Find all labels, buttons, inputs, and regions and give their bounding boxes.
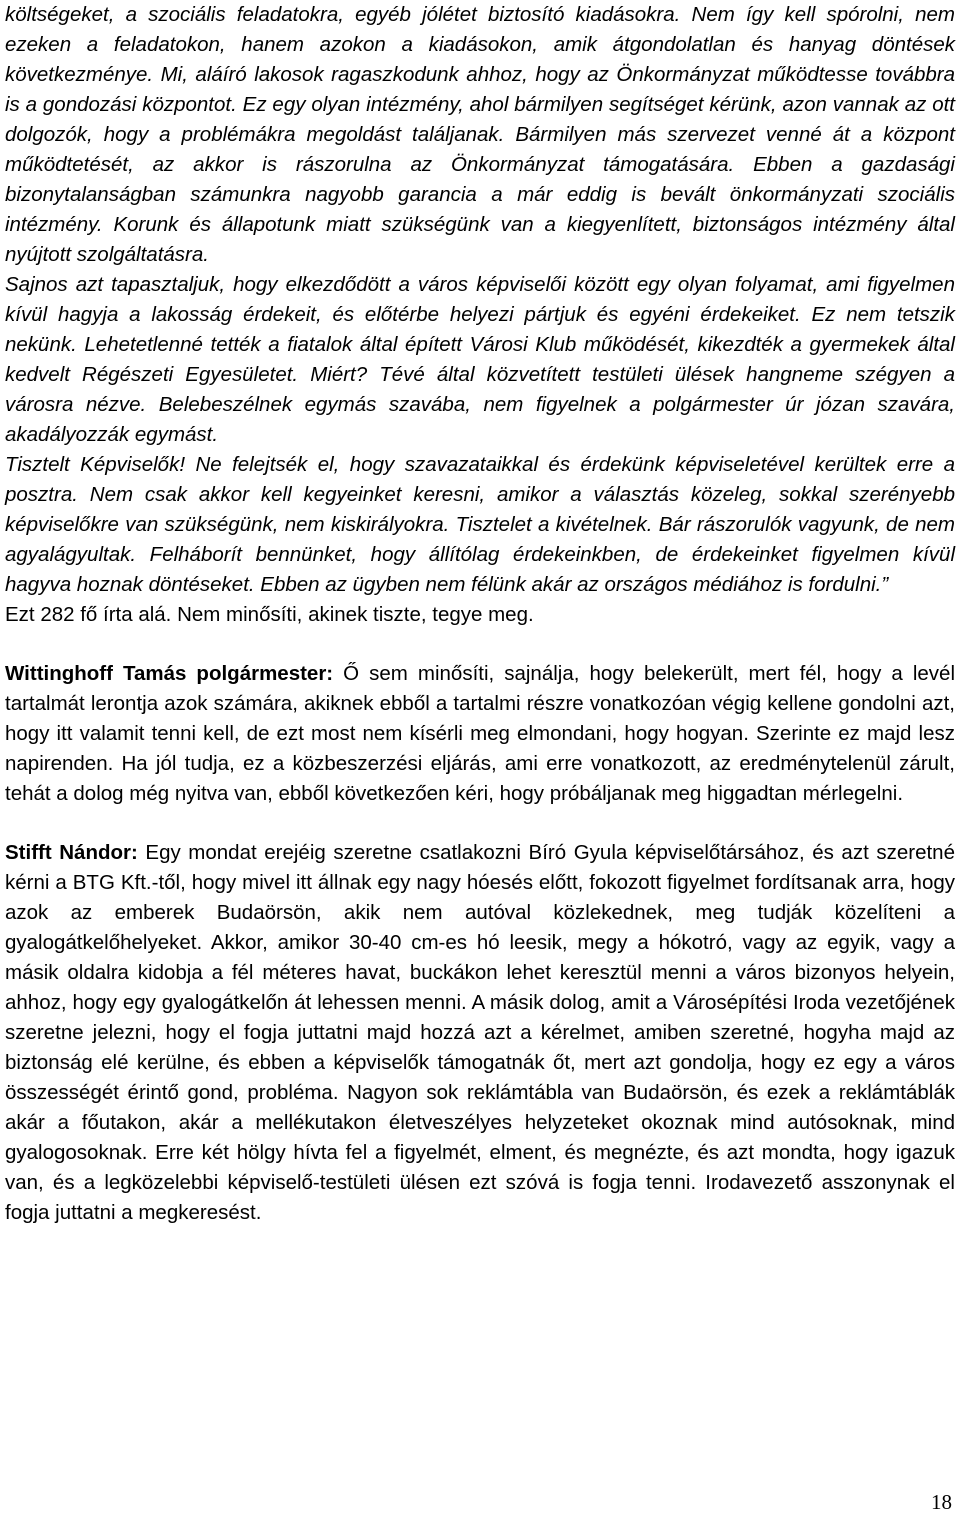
speech-paragraph-mayor <box>5 659 955 809</box>
document-body <box>5 0 955 1228</box>
petition-paragraph-2: Tisztelt Képviselők! Ne felejtsék el, hogy szavazataikkal és érdekünk képviseletével kerültek erre a posztra. Nem csak akkor kell kegyeinket keresni, amikor a választás közeleg, sokkal szerényebb képviselőkre van szükségünk, nem kiskirályokra. Tisztelet a kivételnek. Bár rászorulók vagyunk, de nem agyalágyultak. Felháborít bennünket, hogy állítólag érdekeinkben, de érdekeinket figyelmen kívül hagyva hoznak döntéseket. Ebben az ügyben nem félünk akár az országos médiához is fordulni.” <box>5 453 955 596</box>
paragraph-gap <box>5 809 955 838</box>
signature-note: Ezt 282 fő írta alá. Nem minősíti, akinek tiszte, tegye meg. <box>5 603 534 626</box>
petition-italic-paragraph: költségeket, a szociális feladatokra, egyéb jólétet biztosító kiadásokra. Nem így kell spórolni, nem ezeken a feladatokon, hanem azokon a kiadásokon, amik átgondolatlan és hanyag döntések következménye. Mi, aláíró lakosok ragaszkodunk ahhoz, hogy az Önkormányzat működtesse továbbra is a gondozási központot. Ez egy olyan intézmény, ahol bármilyen segítséget kérünk, azon vannak az ott dolgozók, hogy a problémákra megoldást találjanak. Bármilyen más szervezet venné át a központ működtetését, az akkor is rászorulna az Önkormányzat támogatására. Ebben a gazdasági bizonytalanságban számunkra nagyobb garancia a már eddig is bevált önkormányzati szociális intézmény. Korunk és állapotunk miatt szükségünk van a kiegyenlített, biztonságos intézmény által nyújtott szolgáltatásra. <box>5 3 955 266</box>
speech-paragraph-stifft <box>5 838 955 1228</box>
page-number: 18 <box>931 1490 952 1514</box>
speech-text: Ő sem minősíti, sajnálja, hogy belekerült, mert fél, hogy a levél tartalmát lerontja azok számára, akiknek ebből a tartalmi részre vonatkozóan végig kellene gondolni azt, hogy itt valamit tenni kell, de ezt most nem kísérli meg elmondani, hogy hogyan. Szerinte ez majd lesz napirenden. Ha jól tudja, ez a közbeszerzési eljárás, ami erre vonatkozott, az eredménytelenül zárult, tehát a dolog még nyitva van, ebből következően kéri, hogy próbáljanak meg higgadtan mérlegelni. <box>5 662 955 805</box>
speaker-name: Wittinghoff Tamás polgármester: <box>5 662 334 685</box>
paragraph-gap <box>5 630 955 659</box>
speech-text: Egy mondat erejéig szeretne csatlakozni Bíró Gyula képviselőtársához, és azt szeretné kérni a BTG Kft.-től, hogy mivel itt állnak egy nagy hóesés előtt, fokozott figyelmet fordítsanak arra, hogy azok az emberek Budaörsön, akik nem autóval közlekednek, meg tudják közelíteni a gyalogátkelőhelyeket. Akkor, amikor 30-40 cm-es hó leesik, megy a hókotró, vagy az egyik, vagy a másik oldalra kidobja a fél méteres havat, buckákon lehet keresztül menni a város bizonyos helyein, ahhoz, hogy egy gyalogátkelőn át lehessen menni. A másik dolog, amit a Városépítési Iroda vezetőjének szeretne jelezni, hogy el fogja juttatni majd hozzá azt a kérelmet, amiben szeretné, hogyha majd az biztonság elé kerülne, és ebben a képviselők támogatnák őt, mert azt gondolja, hogy ez egy a város összességét érintő gond, probléma. Nagyon sok reklámtábla van Budaörsön, és ezek a reklámtáblák akár a főutakon, akár a mellékutakon életveszélyes helyzeteket okoznak mind autósoknak, mind gyalogosoknak. Erre két hölgy hívta fel a figyelmét, elment, és megnézte, és azt mondta, hogy igazuk van, és a legközelebbi képviselő-testületi ülésen ezt szóvá is fogja tenni. Irodavezető asszonynak el fogja juttatni a megkeresést. <box>5 841 955 1224</box>
speaker-name: Stifft Nándor: <box>5 841 138 864</box>
petition-paragraph-1: Sajnos azt tapasztaljuk, hogy elkezdődött a város képviselői között egy olyan folyamat, ami figyelmen kívül hagyja a lakosság érdekeit, és előtérbe helyezi pártjuk és egyéni érdekeiket. Ez nem tetszik nekünk. Lehetetlenné tették a fiatalok által épített Városi Klub működését, kikezdték a gyermekek által kedvelt Régészeti Egyesületet. Miért? Tévé által közvetített testületi ülések hangneme szégyen a városra nézve. Belebeszélnek egymás szavába, nem figyelnek a polgármester úr józan szavára, akadályozzák egymást. <box>5 273 955 446</box>
